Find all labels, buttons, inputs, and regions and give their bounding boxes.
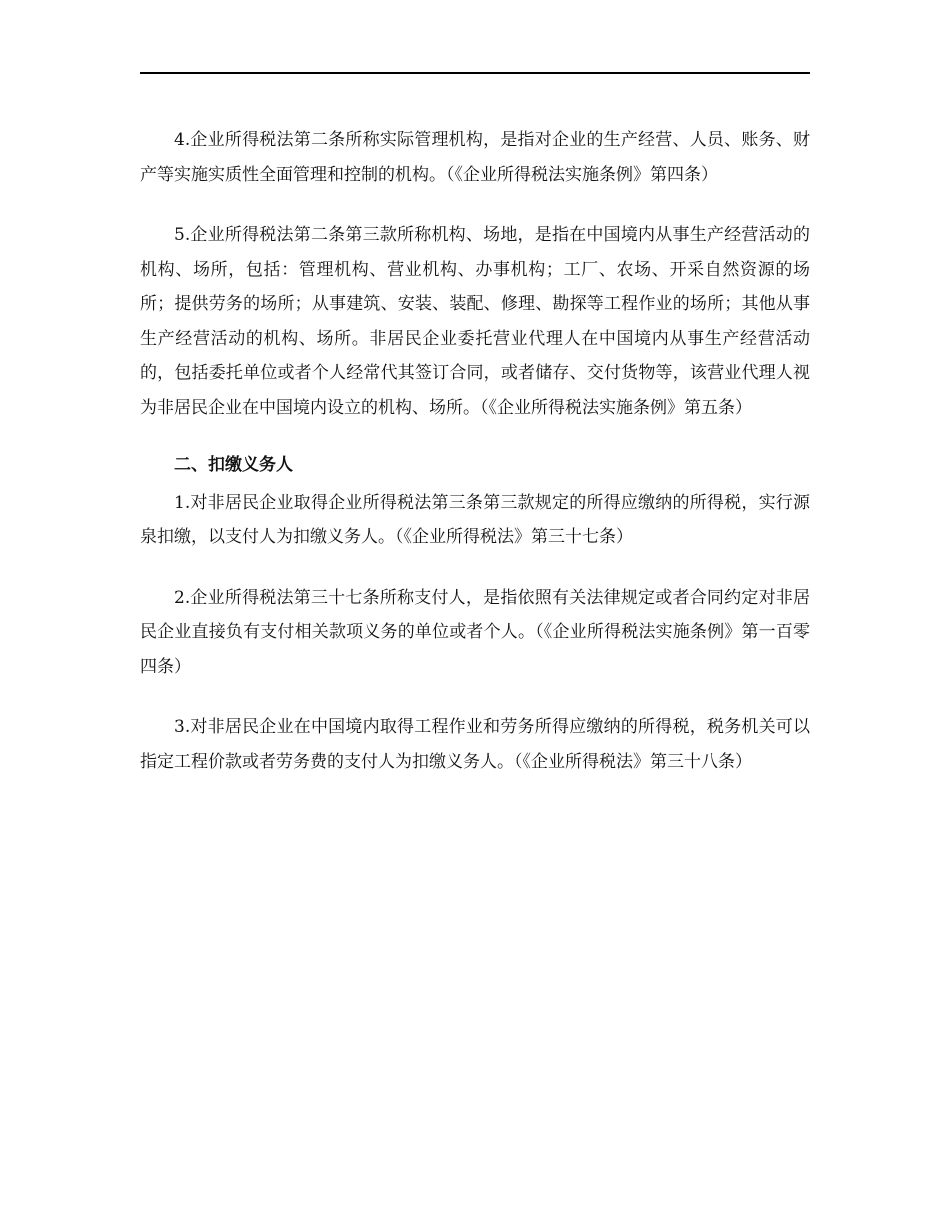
paragraph-2-payer-definition: 2.企业所得税法第三十七条所称支付人，是指依照有关法律规定或者合同约定对非居民企业直接负有支付相关款项义务的单位或者个人。（《企业所得税法实施条例》第一百零四条） (140, 587, 810, 677)
paragraph-1-source-withholding: 1.对非居民企业取得企业所得税法第三条第三款规定的所得应缴纳的所得税，实行源泉扣缴，以支付人为扣缴义务人。（《企业所得税法》第三十七条） (140, 492, 810, 547)
paragraph-4-actual-management: 4.企业所得税法第二条所称实际管理机构，是指对企业的生产经营、人员、账务、财产等实施实质性全面管理和控制的机构。（《企业所得税法实施条例》第四条） (140, 130, 810, 185)
document-body (140, 123, 810, 779)
section-heading-withholding-agent: 二、扣缴义务人 (174, 455, 293, 475)
header-rule (140, 72, 810, 74)
paragraph-5-establishments: 5.企业所得税法第二条第三款所称机构、场地，是指在中国境内从事生产经营活动的机构、场所，包括：管理机构、营业机构、办事机构；工厂、农场、开采自然资源的场所；提供劳务的场所；从事建筑、安装、装配、修理、勘探等工程作业的场所；其他从事生产经营活动的机构、场所。非居民企业委托营业代理人在中国境内从事生产经营活动的，包括委托单位或者个人经常代其签订合同，或者储存、交付货物等，该营业代理人视为非居民企业在中国境内设立的机构、场所。（《企业所得税法实施条例》第五条） (140, 225, 810, 418)
paragraph-3-designated-payer: 3.对非居民企业在中国境内取得工程作业和劳务所得应缴纳的所得税，税务机关可以指定工程价款或者劳务费的支付人为扣缴义务人。（《企业所得税法》第三十八条） (140, 717, 810, 772)
